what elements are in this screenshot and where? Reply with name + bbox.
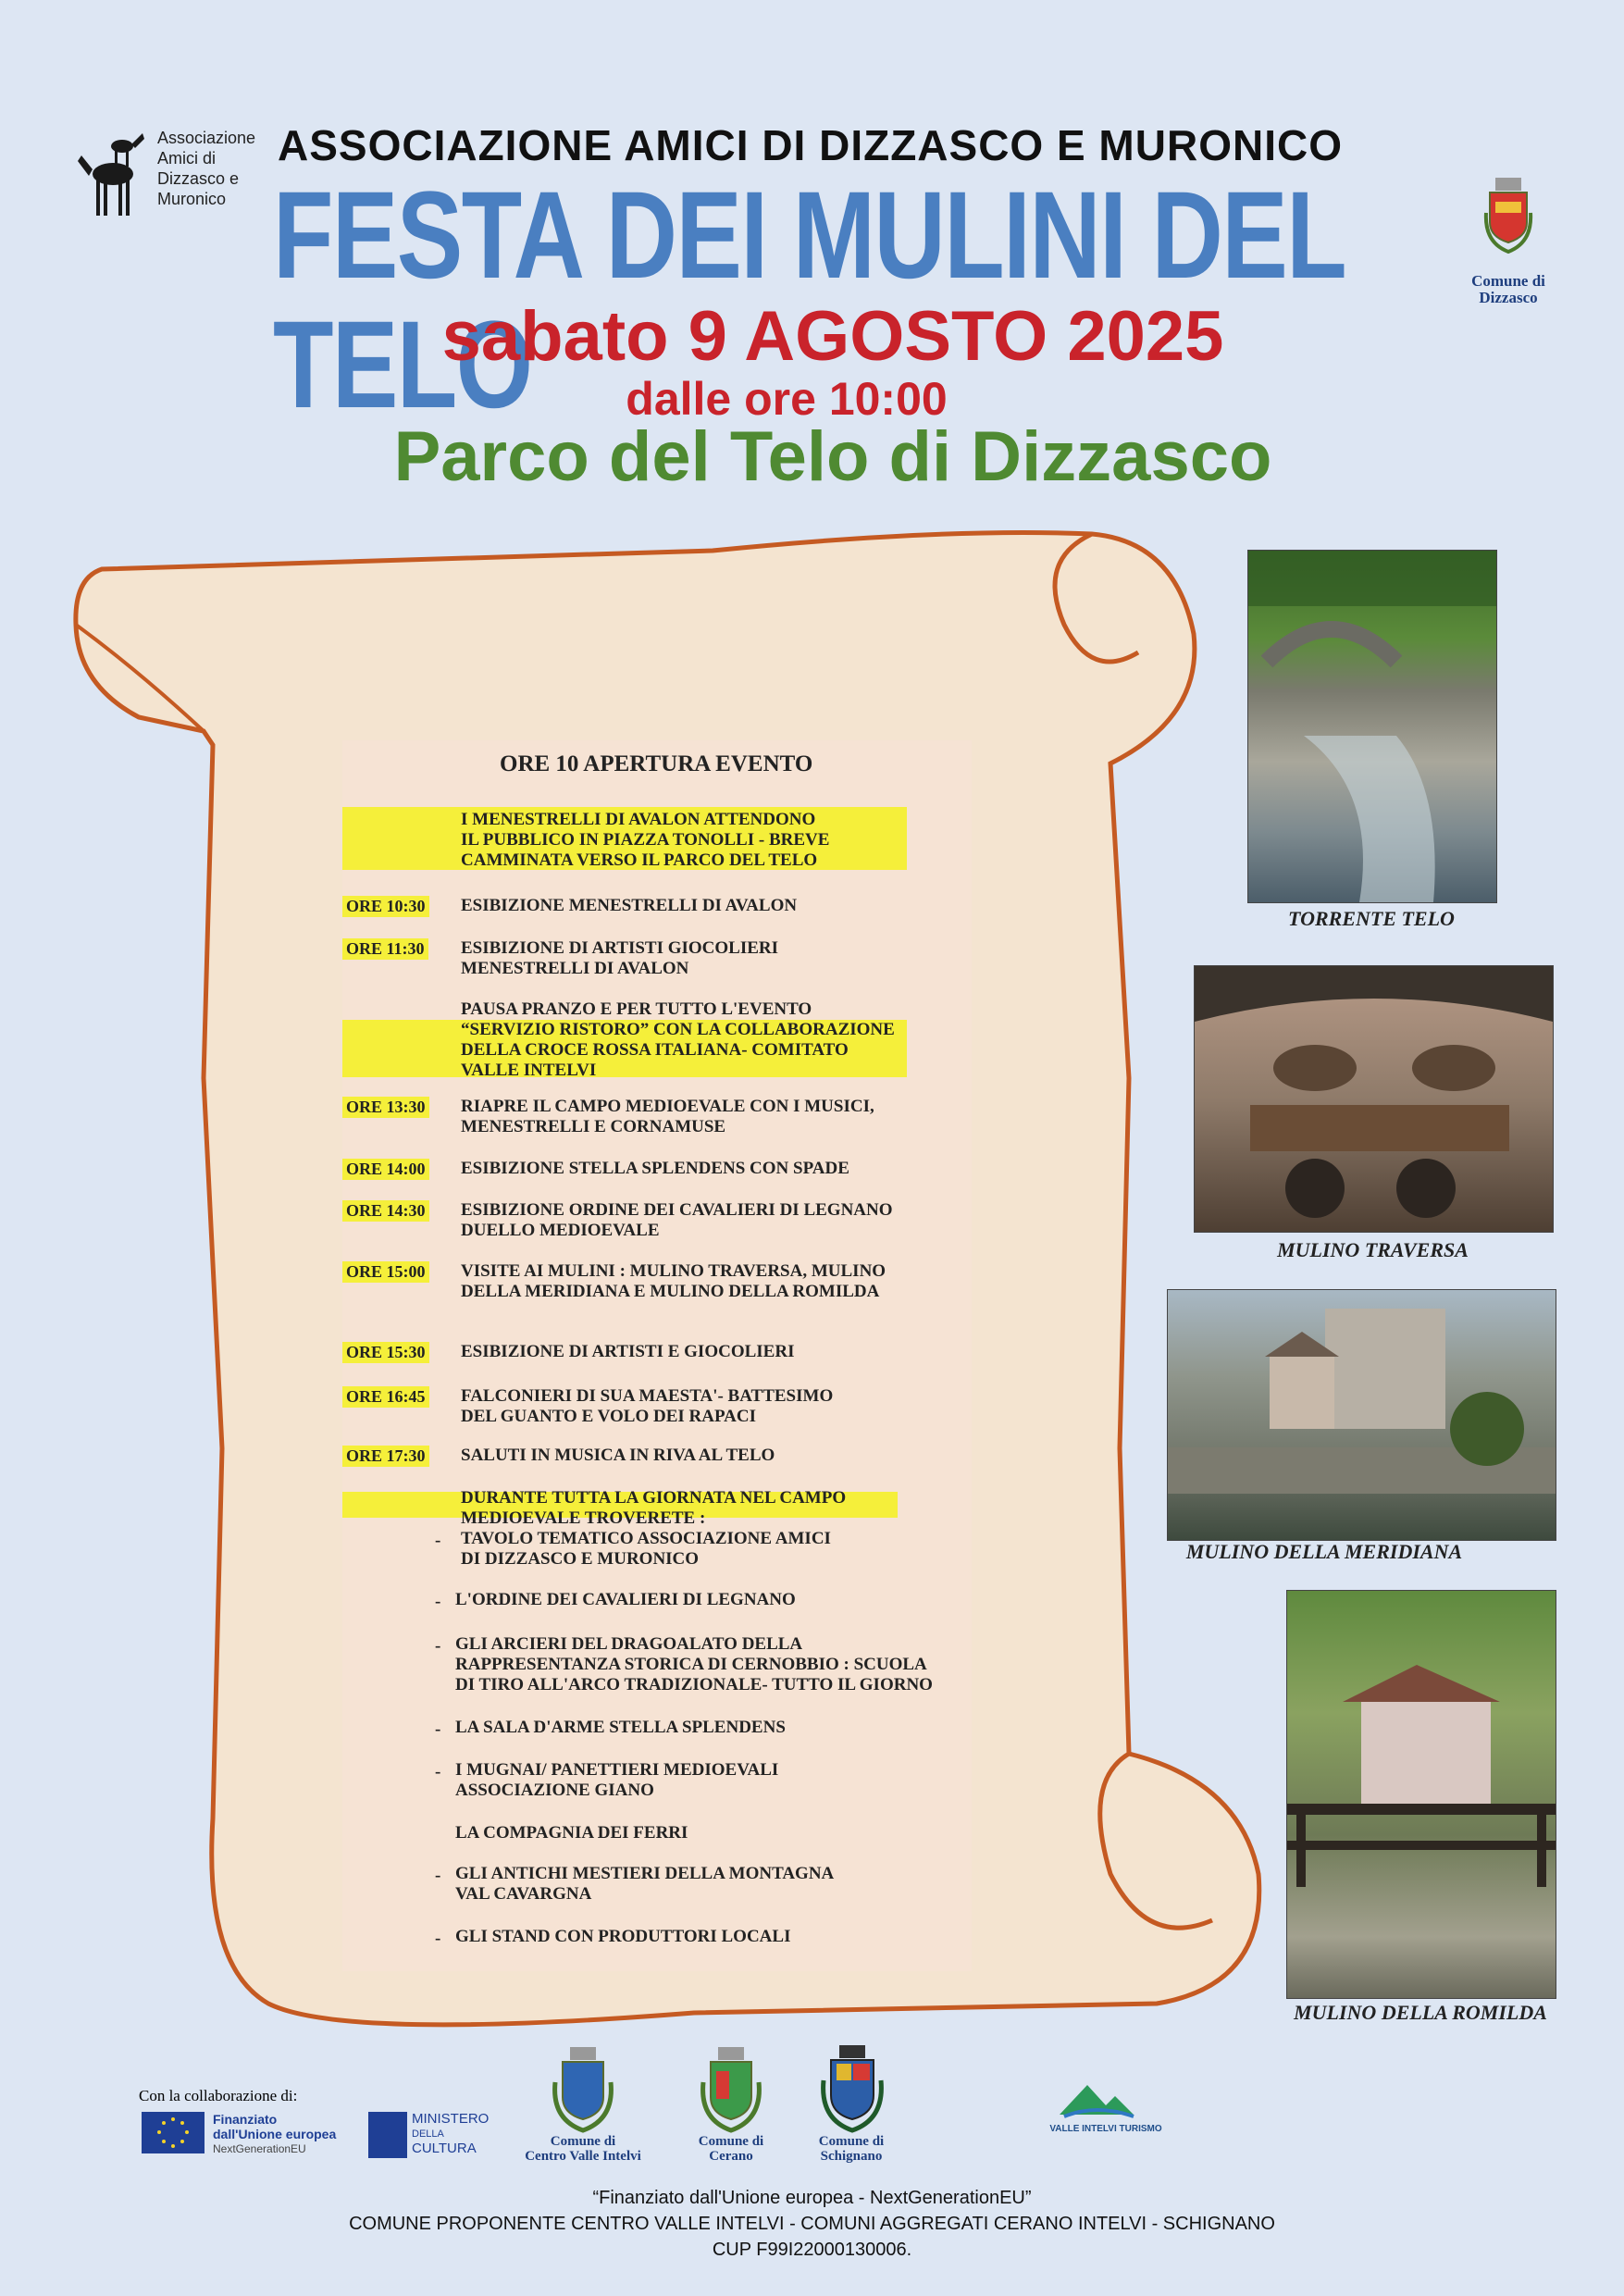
logo-line: Amici di	[157, 149, 217, 168]
time-tag: ORE 15:00	[342, 1261, 429, 1283]
comune-label	[676, 2134, 787, 2164]
time-tag: ORE 13:30	[342, 1097, 429, 1118]
schedule-panel: ORE 10 APERTURA EVENTO I MENESTRELLI DI AVALON ATTENDONO IL PUBBLICO IN PIAZZA TONOLLI - BREVE CAMMINATA VERSO IL PARCO DEL TELO ORE 10:30 ESIBIZIONE MENESTRELLI DI AVALON ORE 11:30 ESIBIZIONE DI ARTISTI GIOCOLIERI MENESTRELLI DI AVALON PAUSA PRANZO E PER TUTTO L'EVENTO “SERVIZIO RISTORO” CON LA COLLABORAZIONE DELLA CROCE ROSSA ITALIANA- COMITATO VALLE INTELVI ORE 13:30 RIAPRE IL CAMPO MEDIOEVALE CON I MUSICI, MENESTRELLI E CORNAMUSE ORE 14:00 ESIBIZIONE STELLA SPLENDENS CON SPADE ORE 14:30 ESIBIZIONE ORDINE DEI CAVALIERI DI LEGNANO DUELLO MEDIOEVALE ORE 15:00 VISITE AI MULINI : MULINO TRAVERSA, MULINO DELLA MERIDIANA E MULINO DELLA ROMILDA ORE 15:30 ESIBIZIONE DI ARTISTI E GIOCOLIERI ORE 16:45 FALCONIERI DI SUA MAESTA'- BATTESIMO DEL GUANTO E VOLO DEI RAPACI ORE 17:30 SALUTI IN MUSICA IN RIVA AL TELO DURANTE TUTTA LA GIORNATA NEL CAMPO MEDIOEVALE TROVERETE : - TAVOLO TEMATICO ASSOCIAZIONE AMICI DI DIZZASCO E MURONICO - L'ORDINE DEI CAVALIERI DI LEGNANO - GLI ARCIERI DEL DRAGOALATO DELLA RAPPRESENTANZA STORICA DI CERNOBBIO : SCUOLA DI TIRO ALL'ARCO TRADIZIONALE- TUTTO IL GIORNO - LA SALA D'ARME STELLA SPLENDENS - I MUGNAI/ PANETTIERI MEDIOEVALI ASSOCIAZIONE GIANO LA COMPAGNIA DEI FERRI - GLI ANTICHI MESTIERI DELLA MONTAGNA VAL CAVARGNA - GLI STAND CON PRODUTTORI LOCALI	[342, 740, 972, 1971]
photo-caption: MULINO TRAVERSA	[1277, 1238, 1469, 1261]
opening-heading: ORE 10 APERTURA EVENTO	[500, 751, 813, 776]
comune-line: Dizzasco	[1479, 289, 1538, 306]
eu-funding-label	[213, 2112, 336, 2156]
centro-valle-intelvi-crest	[546, 2045, 620, 2138]
time-tag: ORE 11:30	[342, 938, 428, 960]
logo-line: Muronico	[157, 190, 227, 208]
item-text: ESIBIZIONE STELLA SPLENDENS CON SPADE	[461, 1159, 849, 1178]
time-tag: ORE 16:45	[342, 1386, 429, 1408]
all-day-item: LA SALA D'ARME STELLA SPLENDENS	[455, 1718, 786, 1737]
organization-title: ASSOCIAZIONE AMICI DI DIZZASCO E MURONICO	[278, 121, 1343, 169]
association-logo	[76, 128, 146, 224]
photo-mulino-traversa	[1194, 965, 1554, 1233]
schignano-crest	[814, 2043, 890, 2138]
all-day-item: L'ORDINE DEI CAVALIERI DI LEGNANO	[455, 1590, 796, 1609]
association-logo-text	[157, 128, 255, 209]
footer-line: “Finanziato dall'Unione europea - NextGenerationEU”	[592, 2188, 1032, 2208]
all-day-item: TAVOLO TEMATICO ASSOCIAZIONE AMICI DI DIZZASCO E MURONICO	[461, 1529, 831, 1569]
item-text: SALUTI IN MUSICA IN RIVA AL TELO	[461, 1446, 775, 1465]
ministry-line: CULTURA	[412, 2141, 477, 2156]
all-day-item: I MUGNAI/ PANETTIERI MEDIOEVALI ASSOCIAZIONE GIANO	[455, 1760, 779, 1800]
eu-line: NextGenerationEU	[213, 2142, 306, 2155]
item-text: ESIBIZIONE DI ARTISTI E GIOCOLIERI	[461, 1342, 795, 1361]
item-text: FALCONIERI DI SUA MAESTA'- BATTESIMO DEL GUANTO E VOLO DEI RAPACI	[461, 1386, 834, 1426]
collaboration-label: Con la collaborazione di:	[139, 2087, 298, 2104]
time-tag: ORE 15:30	[342, 1342, 429, 1363]
all-day-item: GLI ANTICHI MESTIERI DELLA MONTAGNA VAL CAVARGNA	[455, 1864, 835, 1904]
ministry-line: MINISTERO	[412, 2111, 490, 2127]
photo-caption: MULINO DELLA MERIDIANA	[1185, 1540, 1463, 1563]
comune-line: Schignano	[820, 2149, 883, 2164]
photo-caption: TORRENTE TELO	[1288, 907, 1455, 930]
cerano-crest	[696, 2045, 766, 2138]
item-text: RIAPRE IL CAMPO MEDIOEVALE CON I MUSICI, MENESTRELLI E CORNAMUSE	[461, 1097, 874, 1136]
comune-line: Comune di	[1471, 272, 1545, 290]
photo-mulino-romilda	[1286, 1590, 1556, 1999]
item-text: ESIBIZIONE MENESTRELLI DI AVALON	[461, 896, 798, 915]
ministry-line: DELLA	[412, 2128, 444, 2140]
time-tag: ORE 17:30	[342, 1446, 429, 1467]
comune-dizzasco-label	[1467, 176, 1550, 306]
event-time: dalle ore 10:00	[626, 373, 948, 425]
item-text: VISITE AI MULINI : MULINO TRAVERSA, MULINO DELLA MERIDIANA E MULINO DELLA ROMILDA	[461, 1261, 886, 1301]
comune-line: Centro Valle Intelvi	[525, 2149, 641, 2164]
comune-label	[796, 2134, 907, 2164]
all-day-intro: DURANTE TUTTA LA GIORNATA NEL CAMPO MEDIOEVALE TROVERETE :	[461, 1488, 847, 1528]
eu-line: Finanziato	[213, 2112, 278, 2127]
event-location: Parco del Telo di Dizzasco	[393, 417, 1272, 496]
all-day-item: LA COMPAGNIA DEI FERRI	[455, 1823, 688, 1843]
ministry-label	[412, 2112, 489, 2156]
logo-line: Associazione	[157, 129, 256, 147]
comune-line: Comune di	[698, 2134, 764, 2149]
eu-flag-icon	[142, 2112, 205, 2153]
logo-line: Dizzasco e	[157, 169, 240, 188]
comune-line: Comune di	[550, 2134, 616, 2149]
footer-line: CUP F99I22000130006.	[712, 2240, 912, 2260]
event-date: sabato 9 AGOSTO 2025	[441, 297, 1224, 376]
time-tag: ORE 14:30	[342, 1200, 429, 1222]
footer-line: COMUNE PROPONENTE CENTRO VALLE INTELVI - COMUNI AGGREGATI CERANO INTELVI - SCHIGNANO	[349, 2214, 1275, 2234]
comune-line: Cerano	[709, 2149, 753, 2164]
item-text: ESIBIZIONE DI ARTISTI GIOCOLIERI MENESTRELLI DI AVALON	[461, 938, 779, 978]
time-tag: ORE 10:30	[342, 896, 429, 917]
photo-mulino-meridiana	[1167, 1289, 1556, 1541]
intro-text: I MENESTRELLI DI AVALON ATTENDONO IL PUBBLICO IN PIAZZA TONOLLI - BREVE CAMMINATA VERSO IL PARCO DEL TELO	[461, 810, 830, 870]
photo-caption: MULINO DELLA ROMILDA	[1294, 2001, 1547, 2024]
time-tag: ORE 14:00	[342, 1159, 429, 1180]
comune-line: Comune di	[818, 2134, 885, 2149]
valle-intelvi-mountains-icon	[1055, 2078, 1138, 2119]
tourism-label: VALLE INTELVI TURISMO	[1049, 2124, 1162, 2134]
festival-title: FESTA DEI MULINI DEL TELO	[273, 167, 1345, 434]
all-day-item: GLI STAND CON PRODUTTORI LOCALI	[455, 1927, 791, 1946]
item-text: ESIBIZIONE ORDINE DEI CAVALIERI DI LEGNANO DUELLO MEDIOEVALE	[461, 1200, 893, 1240]
comune-label	[504, 2134, 662, 2164]
item-text: PAUSA PRANZO E PER TUTTO L'EVENTO “SERVIZIO RISTORO” CON LA COLLABORAZIONE DELLA CROCE ROSSA ITALIANA- COMITATO VALLE INTELVI	[461, 999, 895, 1080]
photo-torrente-telo	[1247, 550, 1497, 903]
eu-line: dall'Unione europea	[213, 2127, 337, 2141]
ministry-logo-icon	[368, 2112, 407, 2158]
all-day-item: GLI ARCIERI DEL DRAGOALATO DELLA RAPPRESENTANZA STORICA DI CERNOBBIO : SCUOLA DI TIRO ALL'ARCO TRADIZIONALE- TUTTO IL GIORNO	[455, 1634, 933, 1694]
